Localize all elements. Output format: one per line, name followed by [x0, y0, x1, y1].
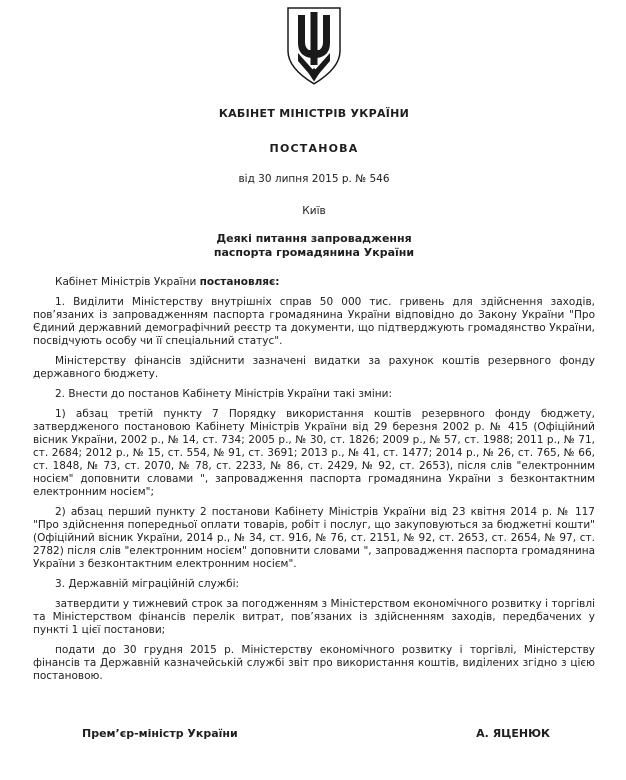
paragraph-5: 2) абзац перший пункту 2 постанови Кабінету Міністрів України від 23 квітня 2014 р. № 117 "Про здійснення попередньої оплати товарів, робіт і послуг, що закуповуються за бюджетні кошти" (Офіційний вісник України, 2014 р., № 34, ст. 916, № 76, ст. 2151, № 92, ст. 2653, ст. 2654, № 97, ст. 2782) після слів "електронним носієм" доповнити словами ", запровадження паспорта громадянина України з безконтактним електронним носієм".	[33, 506, 595, 570]
org-name: КАБІНЕТ МІНІСТРІВ УКРАЇНИ	[218, 107, 410, 120]
preamble-text: Кабінет Міністрів України	[55, 276, 200, 288]
document	[0, 7, 626, 740]
paragraph-8: подати до 30 грудня 2015 р. Міністерству економічного розвитку і торгівлі, Міністерству фінансів та Державній казначейській службі звіт про використання коштів, виділених згідно з цією постановою.	[33, 644, 595, 682]
preamble-verb: постановляє:	[199, 276, 280, 288]
signature-block	[33, 727, 595, 740]
ukraine-coat-of-arms-icon	[287, 7, 341, 85]
doc-title-line-1: Деякі питання запровадження	[216, 232, 412, 245]
paragraph-7: затвердити у тижневий строк за погодженням з Міністерством економічного розвитку і торгівлі та Міністерством фінансів перелік витрат, пов’язаних із здійсненням заходів, передбачених у пункті 1 цієї постанови;	[33, 598, 595, 636]
paragraph-1: 1. Виділити Міністерству внутрішніх справ 50 000 тис. гривень для здійснення заходів, пов’язаних із запровадженням паспорта громадянина України відповідно до Закону України "Про Єдиний державний демографічний реєстр та документи, що підтверджують громадянство України, посвідчують особу чи її спеціальний статус".	[33, 296, 595, 347]
paragraph-2: Міністерству фінансів здійснити зазначені видатки за рахунок коштів резервного фонду державного бюджету.	[33, 355, 595, 380]
doc-date-number: від 30 липня 2015 р. № 546	[238, 173, 390, 185]
paragraph-3: 2. Внести до постанов Кабінету Міністрів України такі зміни:	[55, 388, 392, 400]
preamble	[33, 276, 595, 289]
page	[0, 7, 626, 780]
doc-type: ПОСТАНОВА	[269, 142, 359, 155]
signature-name: А. ЯЦЕНЮК	[476, 727, 550, 740]
doc-city: Київ	[302, 205, 326, 217]
doc-title-line-2: паспорта громадянина України	[213, 246, 415, 259]
paragraph-4: 1) абзац третій пункту 7 Порядку використання коштів резервного фонду бюджету, затвердженого постановою Кабінету Міністрів України від 29 березня 2002 р. № 415 (Офіційний вісник України, 2002 р., № 14, ст. 734; 2005 р., № 30, ст. 1826; 2009 р., № 57, ст. 1988; 2011 р., № 71, ст. 2684; 2012 р., № 15, ст. 554, № 91, ст. 3691; 2013 р., № 41, ст. 1477; 2014 р., № 26, ст. 765, № 66, ст. 1848, № 73, ст. 2070, № 78, ст. 2233, № 86, ст. 2429, № 92, ст. 2653), після слів "електронним носієм" доповнити словами ", запровадження паспорта громадянина України з безконтактним електронним носієм";	[33, 408, 595, 498]
doc-title	[33, 232, 595, 260]
paragraph-6: 3. Державній міграційній службі:	[55, 578, 240, 590]
signature-role: Прем’єр-міністр України	[82, 727, 238, 740]
